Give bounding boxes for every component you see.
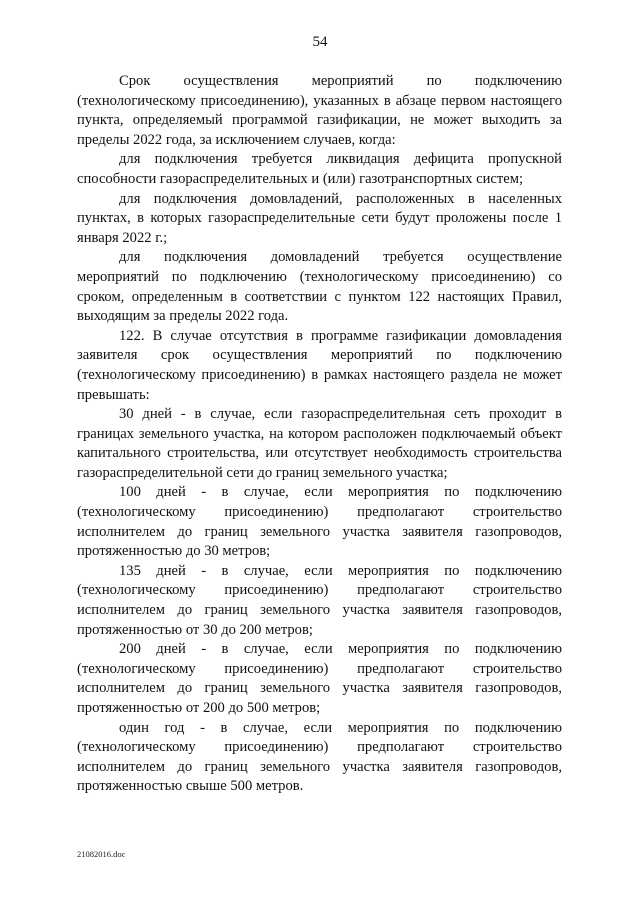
paragraph-exception-capacity: для подключения требуется ликвидация дефицита пропускной способности газораспределительных и (или) газотранспортных систем; <box>77 151 562 187</box>
page-number: 54 <box>312 34 328 50</box>
document-body <box>77 72 562 797</box>
document-footer-filename: 21082016.doc <box>77 849 126 859</box>
paragraph-100-days: 100 дней - в случае, если мероприятия по подключению (технологическому присоединению) предполагают строительство исполнителем до границ земельного участка заявителя газопроводов, протяженностью до 30 метров; <box>77 484 562 560</box>
paragraph-exception-settlements: для подключения домовладений, расположенных в населенных пунктах, в которых газораспределительные сети будут проложены после 1 января 2022 г.; <box>77 190 562 246</box>
paragraph-135-days: 135 дней - в случае, если мероприятия по подключению (технологическому присоединению) предполагают строительство исполнителем до границ земельного участка заявителя газопроводов, протяженностью от 30 до 200 метров; <box>77 562 562 638</box>
paragraph-clause-122: 122. В случае отсутствия в программе газификации домовладения заявителя срок осуществления мероприятий по подключению (технологическому присоединению) в рамках настоящего раздела не может превышать: <box>77 327 562 403</box>
paragraph-exception-term: для подключения домовладений требуется осуществление мероприятий по подключению (технологическому присоединению) со сроком, определенным в соответствии с пунктом 122 настоящих Правил, выходящим за пределы 2022 года. <box>77 249 562 325</box>
paragraph-30-days: 30 дней - в случае, если газораспределительная сеть проходит в границах земельного участка, на котором расположен подключаемый объект капитального строительства, или отсутствует необходимость строительства газораспределительной сети до границ земельного участка; <box>77 406 562 481</box>
paragraph-deadline-intro: Срок осуществления мероприятий по подключению (технологическому присоединению), указанных в абзаце первом настоящего пункта, определяемый программой газификации, не может выходить за пределы 2022 года, за исключением случаев, когда: <box>77 73 562 148</box>
paragraph-200-days: 200 дней - в случае, если мероприятия по подключению (технологическому присоединению) предполагают строительство исполнителем до границ земельного участка заявителя газопроводов, протяженностью от 200 до 500 метров; <box>77 641 562 716</box>
paragraph-one-year: один год - в случае, если мероприятия по подключению (технологическому присоединению) предполагают строительство исполнителем до границ земельного участка заявителя газопроводов, протяженностью свыше 500 метров. <box>77 719 562 795</box>
